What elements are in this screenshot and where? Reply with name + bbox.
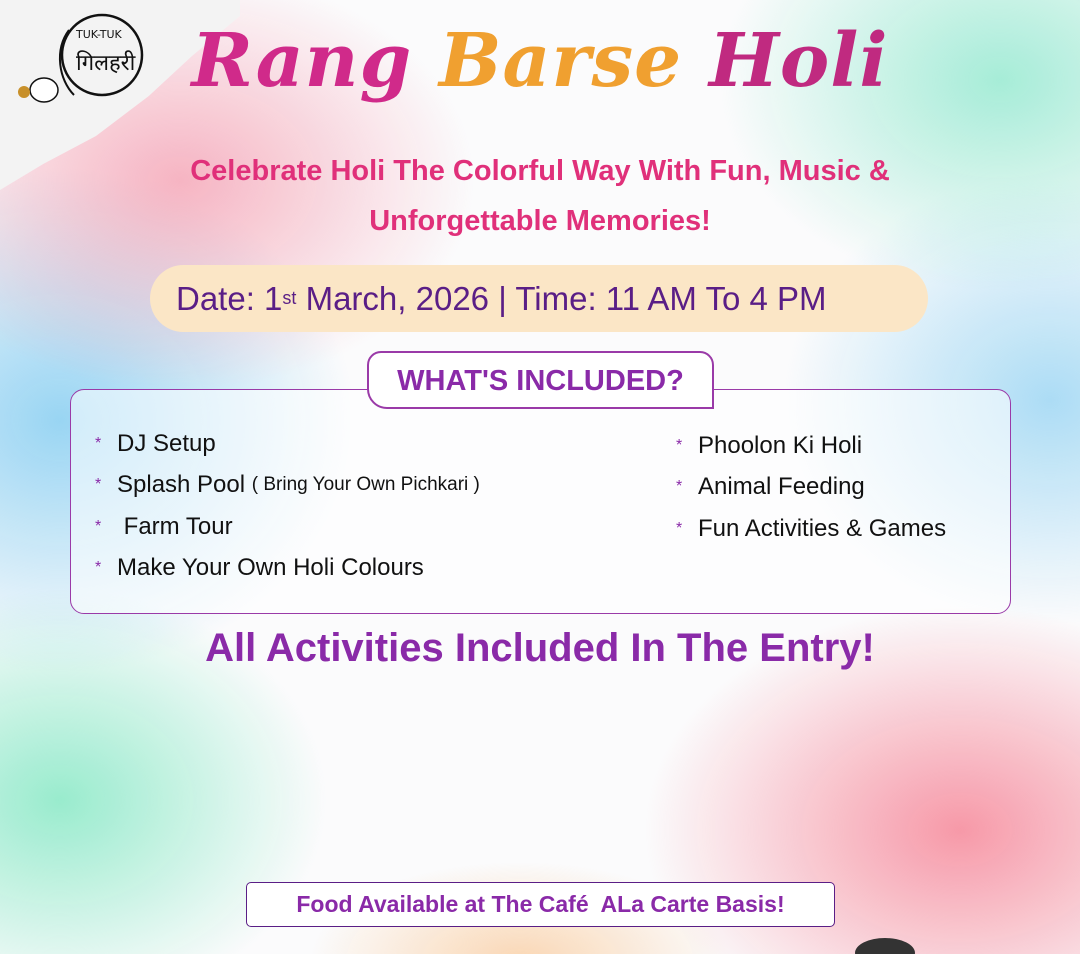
bullet-icon: * (95, 476, 102, 494)
item-label: Animal Feeding (698, 473, 865, 501)
food-note: Food Available at The Café ALa Carte Basis! (246, 882, 835, 927)
title-word-rang: Rang (191, 18, 413, 104)
item-label: DJ Setup (117, 429, 216, 457)
item-label: Make Your Own Holi Colours (117, 554, 424, 582)
bullet-icon: * (95, 559, 102, 577)
dark-object (855, 938, 915, 954)
list-item (676, 425, 946, 467)
included-list-right (676, 425, 946, 550)
date-time-banner (150, 265, 928, 332)
list-item (95, 423, 480, 465)
list-item (95, 548, 480, 590)
date-ordinal: st (282, 288, 297, 308)
subtitle-line-1: Celebrate Holi The Colorful Way With Fun, Music & (190, 155, 890, 187)
svg-text:गिलहरी: गिलहरी (76, 51, 136, 76)
list-item (676, 467, 946, 509)
bullet-icon: * (95, 517, 102, 535)
title-word-holi: Holi (708, 18, 889, 104)
included-heading: WHAT'S INCLUDED? (367, 351, 714, 409)
svg-text:TUK-TUK: TUK-TUK (76, 28, 122, 41)
list-item (676, 508, 946, 550)
item-label: Fun Activities & Games (698, 514, 947, 542)
item-note: ( Bring Your Own Pichkari ) (251, 474, 480, 496)
bullet-icon: * (676, 436, 683, 454)
list-item (95, 506, 480, 548)
event-title (0, 18, 1080, 104)
bullet-icon: * (95, 434, 102, 452)
item-label: Phoolon Ki Holi (698, 431, 863, 459)
title-word-barse: Barse (438, 18, 683, 104)
subtitle-line-2: Unforgettable Memories! (369, 205, 711, 237)
item-label: Splash Pool (117, 471, 246, 499)
included-list-left (95, 423, 480, 589)
bullet-icon: * (676, 478, 683, 496)
date-prefix: Date: 1 (176, 279, 283, 317)
all-activities-note: All Activities Included In The Entry! (205, 626, 875, 670)
subtitle (0, 146, 1080, 246)
bullet-icon: * (676, 519, 683, 537)
date-rest: March, 2026 | Time: 11 AM To 4 PM (296, 279, 827, 317)
list-item (95, 465, 480, 507)
item-label: Farm Tour (123, 512, 233, 540)
